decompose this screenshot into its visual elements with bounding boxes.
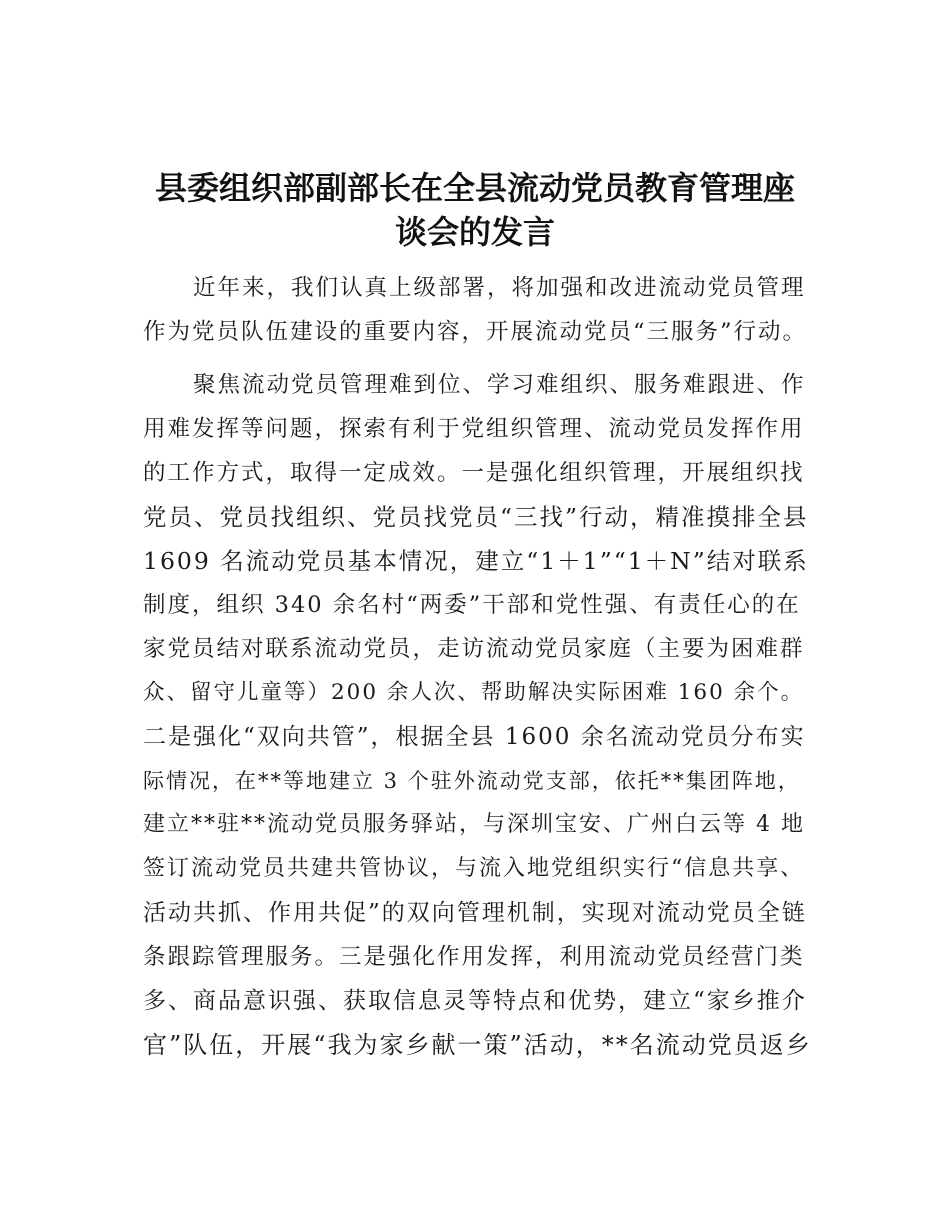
paragraph-line: 制度，组织 340 余名村“两委”干部和党性强、有责任心的在 [143,592,801,618]
document-title [100,166,850,254]
paragraph-line: 际情况，在**等地建立 3 个驻外流动党支部，依托**集团阵地， [143,769,801,793]
title-line-1: 县委组织部副部长在全县流动党员教育管理座 [154,169,795,207]
paragraph-line: 用难发挥等问题，探索有利于党组织管理、流动党员发挥作用 [143,416,805,442]
paragraph-1 [143,266,813,354]
paragraph-line: 签订流动党员共建共管协议，与流入地党组织实行“信息共享、 [143,856,805,881]
paragraph-line: 作为党员队伍建设的重要内容，开展流动党员“三服务”行动。 [143,319,808,345]
title-line-2: 谈会的发言 [394,213,555,251]
paragraph-line: 建立**驻**流动党员服务驿站，与深圳宝安、广州白云等 4 地 [143,812,805,837]
paragraph-line: 党员、党员找组织、党员找党员“三找”行动，精准摸排全县 [143,503,809,531]
paragraph-line: 条跟踪管理服务。三是强化作用发挥，利用流动党员经营门类 [143,944,805,970]
paragraph-line: 活动共抓、作用共促”的双向管理机制，实现对流动党员全链 [143,900,807,926]
paragraph-line: 家党员结对联系流动党员，走访流动党员家庭（主要为困难群 [143,636,805,662]
paragraph-line: 众、留守儿童等）200 余人次、帮助解决实际困难 160 余个。 [143,680,805,705]
paragraph-line: 聚焦流动党员管理难到位、学习难组织、服务难跟进、作 [193,372,806,398]
paragraph-line: 官”队伍，开展“我为家乡献一策”活动，**名流动党员返乡 [143,1031,812,1059]
paragraph-2 [143,363,813,1067]
paragraph-line: 近年来，我们认真上级部署，将加强和改进流动党员管理 [193,275,806,301]
paragraph-line: 多、商品意识强、获取信息灵等特点和优势，建立“家乡推介 [143,988,807,1014]
paragraph-line: 二是强化“双向共管”，根据全县 1600 余名流动党员分布实 [143,724,806,750]
paragraph-line: 1609 名流动党员基本情况，建立“1＋1”“1＋N”结对联系 [143,547,809,575]
paragraph-line: 的工作方式，取得一定成效。一是强化组织管理，开展组织找 [143,460,805,486]
